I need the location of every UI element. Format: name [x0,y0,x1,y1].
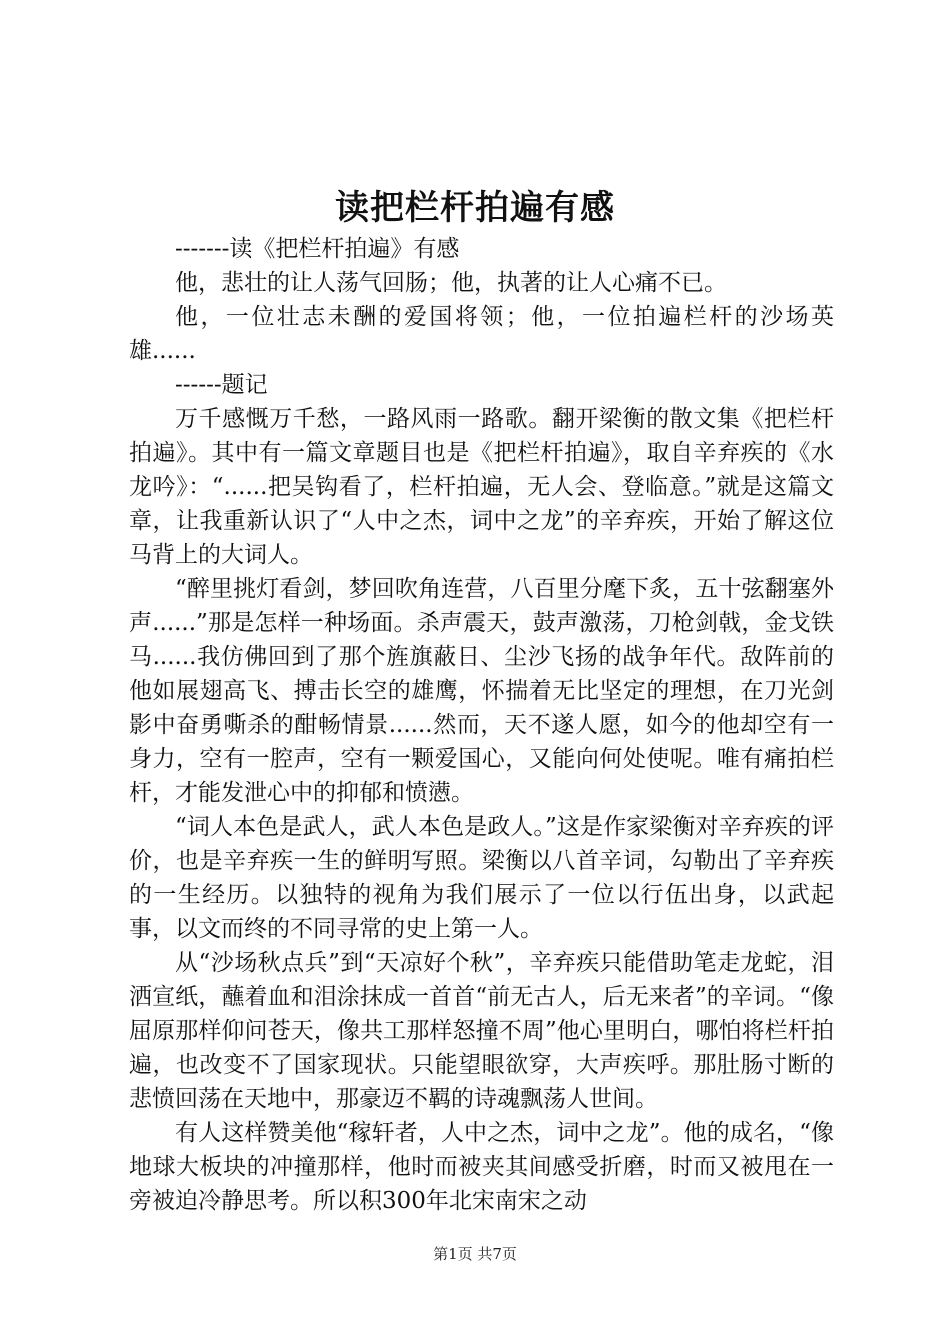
body-paragraph: 万千感慨万千愁，一路风雨一路歌。翻开梁衡的散文集《把栏杆拍遍》。其中有一篇文章题目也是《把栏杆拍遍》，取自辛弃疾的《水龙吟》：“......把吴钩看了，栏杆拍遍，无人会、登临意。”就是这篇文章，让我重新认识了“人中之杰，词中之龙”的辛弃疾，开始了解这位马背上的大词人。 [129,406,834,568]
subtitle-line: -------读《把栏杆拍遍》有感 [175,236,460,262]
body-paragraph: “词人本色是武人，武人本色是政人。”这是作家梁衡对辛弃疾的评价，也是辛弃疾一生的鲜明写照。梁衡以八首辛词，勾勒出了辛弃疾的一生经历。以独特的视角为我们展示了一位以行伍出身，以武起事，以文而终的不同寻常的史上第一人。 [129,814,834,942]
epigraph-line-1: 他，悲壮的让人荡气回肠；他，执著的让人心痛不已。 [175,270,727,296]
document-title: 读把栏杆拍遍有感 [335,188,615,228]
page-number-footer: 第1页 共7页 [433,1245,517,1263]
body-paragraph: 有人这样赞美他“稼轩者，人中之杰，词中之龙”。他的成名，“像地球大板块的冲撞那样，他时而被夹其间感受折磨，时而又被甩在一旁被迫冷静思考。所以积300年北宋南宋之动 [129,1120,834,1214]
epigraph-line-2: 他，一位壮志未酬的爱国将领；他，一位拍遍栏杆的沙场英雄...... [129,304,834,364]
body-paragraph: 从“沙场秋点兵”到“天凉好个秋”，辛弃疾只能借助笔走龙蛇，泪洒宣纸，蘸着血和泪涂抹成一首首“前无古人，后无来者”的辛词。“像屈原那样仰问苍天，像共工那样怒撞不周”他心里明白，哪怕将栏杆拍遍，也改变不了国家现状。只能望眼欲穿，大声疾呼。那肚肠寸断的悲愤回荡在天地中，那豪迈不羁的诗魂飘荡人世间。 [129,950,834,1112]
document-body [129,232,834,1218]
epigraph-attribution: ------题记 [175,372,268,398]
body-paragraph: “醉里挑灯看剑，梦回吹角连营，八百里分麾下炙，五十弦翻塞外声......”那是怎样一种场面。杀声震天，鼓声激荡，刀枪剑戟，金戈铁马......我仿佛回到了那个旌旗蔽日、尘沙飞扬的战争年代。敌阵前的他如展翅高飞、搏击长空的雄鹰，怀揣着无比坚定的理想，在刀光剑影中奋勇嘶杀的酣畅情景......然而，天不遂人愿，如今的他却空有一身力，空有一腔声，空有一颗爱国心，又能向何处使呢。唯有痛拍栏杆，才能发泄心中的抑郁和愤懑。 [129,576,834,806]
